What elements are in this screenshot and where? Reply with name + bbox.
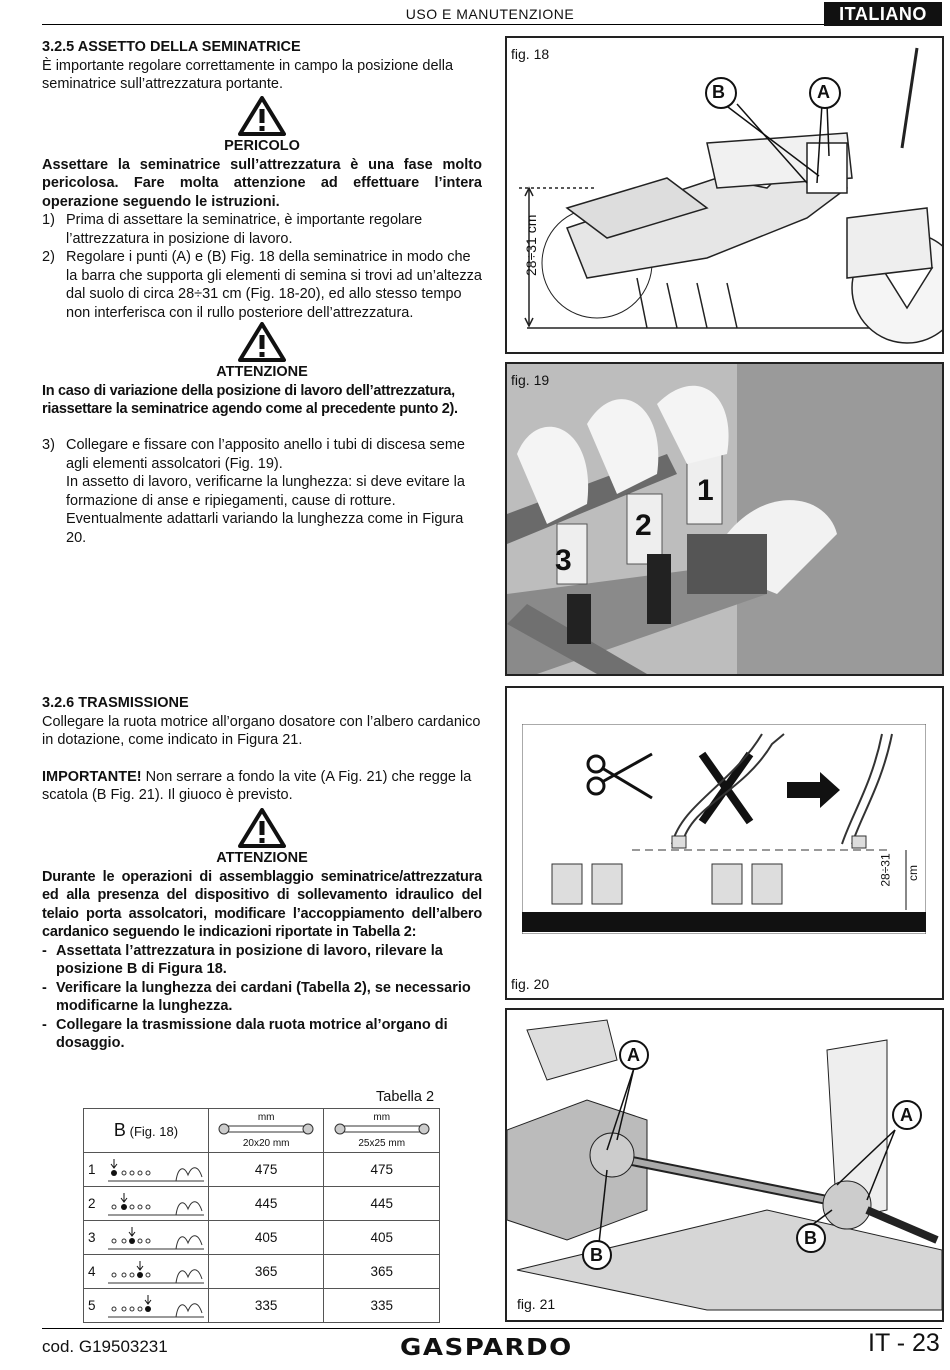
danger-block xyxy=(42,137,482,322)
header-rule xyxy=(42,24,942,25)
callout-a: A xyxy=(900,1105,913,1125)
attention-text: Durante le operazioni di assemblaggio seminatrice/attrezzatura ed alla presenza del dispositivo di sollevamento idraulico del telaio porta assolcatori, modificare l’accoppiamento dell’albero cardanico seguendo le indicazioni riportate in Tabella 2: xyxy=(42,868,482,940)
list-item: 2) Regolare i punti (A) e (B) Fig. 18 della seminatrice in modo che la barra che supporta gli elementi di semina si trovi ad un’altezza dal suolo di circa 28÷31 cm (Fig. 18-20), ed allo stesso tempo non interferisca con il rullo posteriore dell’attrezzatura. xyxy=(42,249,482,321)
list-item: - Verificare la lunghezza dei cardani (Tabella 2), se necessario modificarne la lunghezza. xyxy=(42,979,471,1014)
list-item: 3) Collegare e fissare con l’apposito anello i tubi di discesa seme agli elementi assolcatori (Fig. 19). In assetto di lavoro, verificarne la lunghezza: si deve evitare la formazione di anse e ripiegamenti, cause di rotture. Eventualmente adattarli variando la lunghezza come in Figura 20. xyxy=(42,437,465,546)
height-label: 28÷31 xyxy=(878,853,893,887)
callout-a: A xyxy=(627,1045,640,1065)
section-325-intro: È importante regolare correttamente in campo la posizione della seminatrice sull’attrezzatura portante. xyxy=(42,57,454,92)
figure-label: fig. 20 xyxy=(511,976,550,992)
tube-number-3: 3 xyxy=(555,544,572,577)
page-number: IT - 23 xyxy=(868,1329,940,1357)
transmission-drawing xyxy=(507,1010,942,1320)
table-caption: Tabella 2 xyxy=(376,1089,435,1105)
warning-icon xyxy=(238,322,286,362)
important-note: IMPORTANTE! Non serrare a fondo la vite (A Fig. 21) che regge la scatola (B Fig. 21). Il giuoco è previsto. xyxy=(42,768,472,803)
language-badge: ITALIANO xyxy=(824,2,942,26)
table-row: 2 445 445 xyxy=(84,1187,440,1221)
cardan-shaft-icon xyxy=(216,1123,316,1135)
section-326-intro: Collegare la ruota motrice all’organo dosatore con l’albero cardanico in dotazione, come indicato in Figura 21. xyxy=(42,713,481,748)
step-3 xyxy=(42,436,482,547)
table-row: 1 475 475 xyxy=(84,1153,440,1187)
figure-19 xyxy=(505,362,944,676)
attention-block-1 xyxy=(42,363,482,419)
list-item: 1) Prima di assettare la seminatrice, è importante regolare l’attrezzatura in posizione di lavoro. xyxy=(42,212,423,247)
unit-label: cm xyxy=(906,865,920,881)
table-row: 5 335 335 xyxy=(84,1289,440,1323)
col-25x25-header: mm 25x25 mm xyxy=(324,1109,440,1153)
callout-b: B xyxy=(804,1228,817,1248)
table-row: 3 405 405 xyxy=(84,1221,440,1255)
col-b-header: B (Fig. 18) xyxy=(84,1109,209,1153)
figure-label: fig. 18 xyxy=(511,46,550,62)
attention-text: In caso di variazione della posizione di lavoro dell’attrezzatura, riassettare la seminatrice agendo come al precedente punto 2). xyxy=(42,382,458,417)
figure-21 xyxy=(505,1008,944,1322)
cardan-shaft-icon xyxy=(332,1123,432,1135)
header-section: USO E MANUTENZIONE xyxy=(405,6,575,22)
position-diagram-icon xyxy=(106,1191,206,1217)
callout-b: B xyxy=(590,1245,603,1265)
danger-text: Assettare la seminatrice sull’attrezzatura è una fase molto pericolosa. Fare molta attenzione ad effettuare l’intera operazione seguendo le istruzioni. xyxy=(42,156,482,210)
list-item: - Collegare la trasmissione dala ruota motrice al’organo di dosaggio. xyxy=(42,1016,448,1051)
figure-label: fig. 19 xyxy=(511,372,550,388)
danger-title: PERICOLO xyxy=(224,138,300,154)
section-325 xyxy=(42,38,482,94)
position-diagram-icon xyxy=(106,1225,206,1251)
callout-a: A xyxy=(817,82,830,102)
document-code: cod. G19503231 xyxy=(42,1337,168,1356)
figure-label: fig. 21 xyxy=(517,1296,556,1312)
height-label: 28÷31 cm xyxy=(523,214,539,276)
seed-tubes-photo xyxy=(507,364,942,674)
footer-rule xyxy=(42,1328,942,1329)
col-20x20-header: mm 20x20 mm xyxy=(208,1109,324,1153)
figure-18 xyxy=(505,36,944,354)
table-header-row xyxy=(84,1109,440,1153)
table-row: 4 365 365 xyxy=(84,1255,440,1289)
position-diagram-icon xyxy=(106,1157,206,1183)
brand-logo: GASPARDO xyxy=(400,1334,573,1362)
tube-number-2: 2 xyxy=(635,509,652,542)
section-325-title: 3.2.5 ASSETTO DELLA SEMINATRICE xyxy=(42,39,301,55)
attention-title: ATTENZIONE xyxy=(216,850,308,866)
attention-block-2 xyxy=(42,849,482,1053)
tube-number-1: 1 xyxy=(697,474,714,507)
figure-20 xyxy=(505,686,944,1000)
warning-icon xyxy=(238,96,286,136)
callout-b: B xyxy=(712,82,725,102)
position-diagram-icon xyxy=(106,1259,206,1285)
tube-length-diagram xyxy=(522,724,926,934)
section-326-title: 3.2.6 TRASMISSIONE xyxy=(42,695,189,711)
table-2 xyxy=(83,1108,440,1323)
steps-list xyxy=(42,211,482,322)
attention-title: ATTENZIONE xyxy=(216,364,308,380)
position-diagram-icon xyxy=(106,1293,206,1319)
list-item: - Assettata l’attrezzatura in posizione di lavoro, rilevare la posizione B di Figura 18. xyxy=(42,942,443,977)
warning-icon xyxy=(238,808,286,848)
section-326 xyxy=(42,694,482,805)
